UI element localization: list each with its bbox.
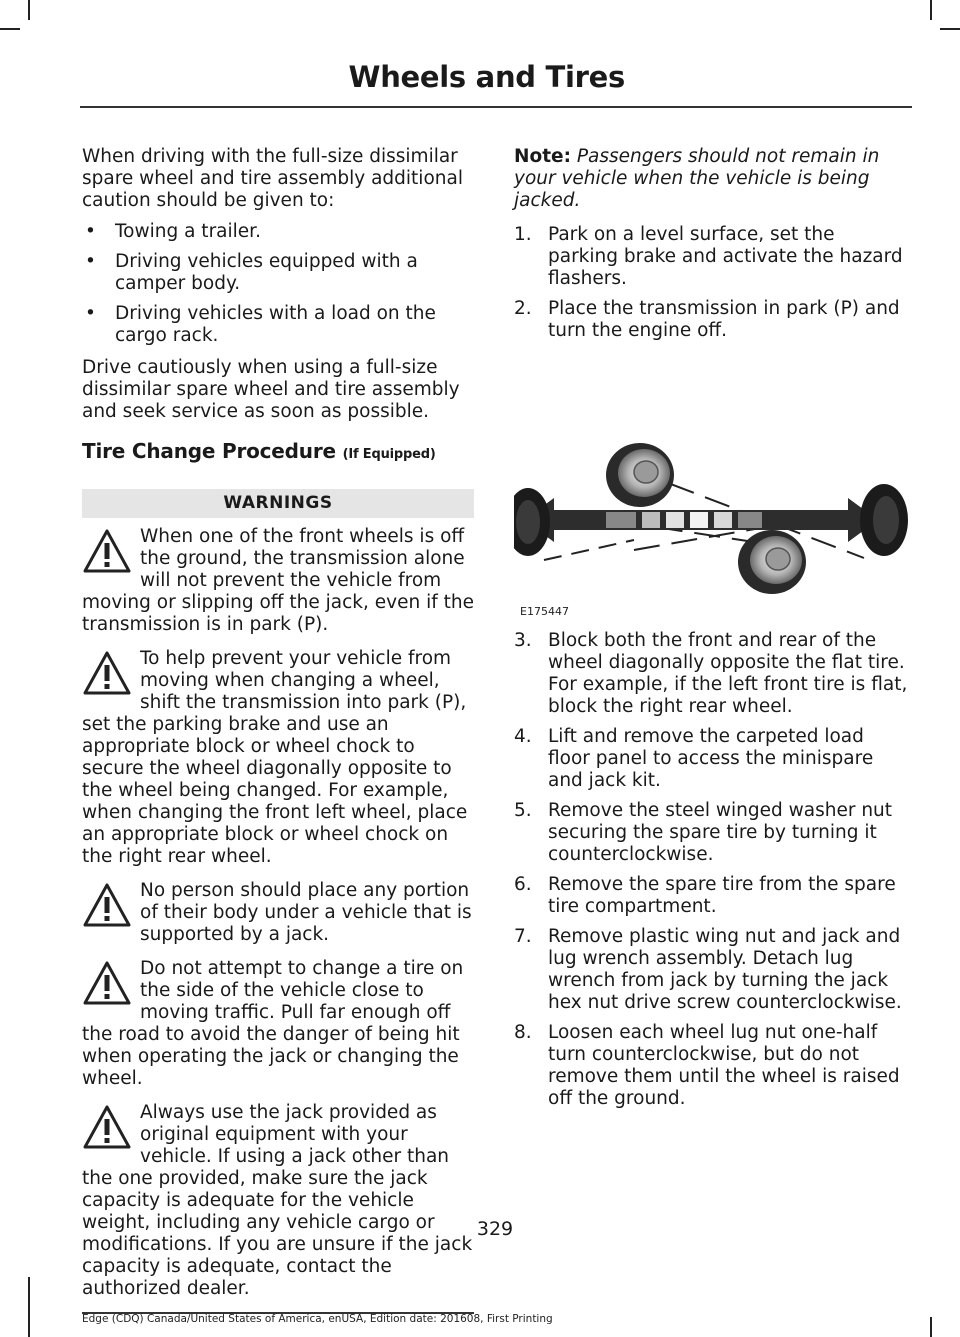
list-item: • Towing a trailer. xyxy=(85,221,261,242)
list-item: 2. Place the transmission in park (P) and turn the engine off. xyxy=(514,298,900,341)
list-item: • Driving vehicles with a load on the cargo rack. xyxy=(85,303,436,346)
warning-item: To help prevent your vehicle from moving when changing a wheel, shift the transmission into park (P), set the parking brake and use an appropriate block or wheel chock to secure the wheel diagonally opposite to the wheel being changed. For example, when changing the front left wheel, place an appropriate block or wheel chock on the right rear wheel. xyxy=(82,648,468,867)
note-label: Note: xyxy=(514,146,571,167)
footer-edition-info: Edge (CDQ) Canada/United States of America, enUSA, Edition date: 201608, First Printing xyxy=(82,1313,553,1325)
warning-item: Always use the jack provided as original equipment with your vehicle. If using a jack other than the one provided, make sure the jack capacity is adequate for the vehicle weight, including any vehicle cargo or modifications. If you are unsure if the jack capacity is adequate, contact the authorized dealer. xyxy=(82,1102,473,1299)
warning-item: When one of the front wheels is off the ground, the transmission alone will not prevent the vehicle from moving or slipping off the jack, even if the transmission is in park (P). xyxy=(82,526,474,635)
list-item: • Driving vehicles equipped with a camper body. xyxy=(85,251,418,294)
warning-triangle-icon xyxy=(82,882,132,928)
note-text: Passengers should not remain in your vehicle when the vehicle is being jacked. xyxy=(514,146,880,211)
warning-item: No person should place any portion of their body under a vehicle that is supported by a jack. xyxy=(82,880,474,946)
list-item: 5. Remove the steel winged washer nut securing the spare tire by turning it counterclockwise. xyxy=(514,800,893,865)
intro-paragraph: When driving with the full-size dissimilar spare wheel and tire assembly additional caution should be given to: xyxy=(82,146,463,211)
warning-triangle-icon xyxy=(82,650,132,696)
wheel-chock-diagram xyxy=(514,350,910,620)
crop-mark xyxy=(0,28,20,30)
list-item: 8. Loosen each wheel lug nut one-half turn counterclockwise, but do not remove them until the wheel is raised off the ground. xyxy=(514,1022,900,1109)
right-column xyxy=(514,146,910,1118)
steps-list xyxy=(514,630,910,1110)
caution-paragraph: Drive cautiously when using a full-size dissimilar spare wheel and tire assembly and seek service as soon as possible. xyxy=(82,357,460,422)
tire-diagram-illustration xyxy=(514,350,910,620)
bullet-icon: • xyxy=(85,221,96,242)
crop-mark xyxy=(28,1277,30,1337)
list-item: 1. Park on a level surface, set the parking brake and activate the hazard flashers. xyxy=(514,224,903,289)
steps-list xyxy=(514,224,910,342)
warning-item: Do not attempt to change a tire on the side of the vehicle close to moving traffic. Pull far enough off the road to avoid the danger of being hit when operating the jack or changing the wheel. xyxy=(82,958,464,1089)
left-column xyxy=(82,146,474,1314)
warning-triangle-icon xyxy=(82,960,132,1006)
warning-triangle-icon xyxy=(82,1104,132,1150)
crop-mark xyxy=(930,0,932,20)
list-item: 6. Remove the spare tire from the spare tire compartment. xyxy=(514,874,896,917)
bullet-icon: • xyxy=(85,251,96,272)
page-number: 329 xyxy=(476,1218,514,1240)
list-item: 4. Lift and remove the carpeted load floor panel to access the minispare and jack kit. xyxy=(514,726,874,791)
list-item: 7. Remove plastic wing nut and jack and lug wrench assembly. Detach lug wrench from jack by turning the jack hex nut drive screw counterclockwise. xyxy=(514,926,902,1013)
bullet-list xyxy=(82,221,474,347)
header-rule xyxy=(80,106,912,108)
page-title: Wheels and Tires xyxy=(348,60,625,94)
crop-mark xyxy=(930,1317,932,1337)
note xyxy=(514,146,910,212)
figure-code: E175447 xyxy=(520,605,569,618)
section-heading: Tire Change Procedure (If Equipped) xyxy=(82,439,436,463)
section-qualifier: (If Equipped) xyxy=(342,447,436,462)
warning-triangle-icon xyxy=(82,528,132,574)
crop-mark xyxy=(28,0,30,20)
bullet-icon: • xyxy=(85,303,96,324)
warnings-heading: WARNINGS xyxy=(82,489,474,518)
crop-mark xyxy=(940,28,960,30)
list-item: 3. Block both the front and rear of the wheel diagonally opposite the flat tire. For example, if the left front tire is flat, block the right rear wheel. xyxy=(514,630,908,717)
